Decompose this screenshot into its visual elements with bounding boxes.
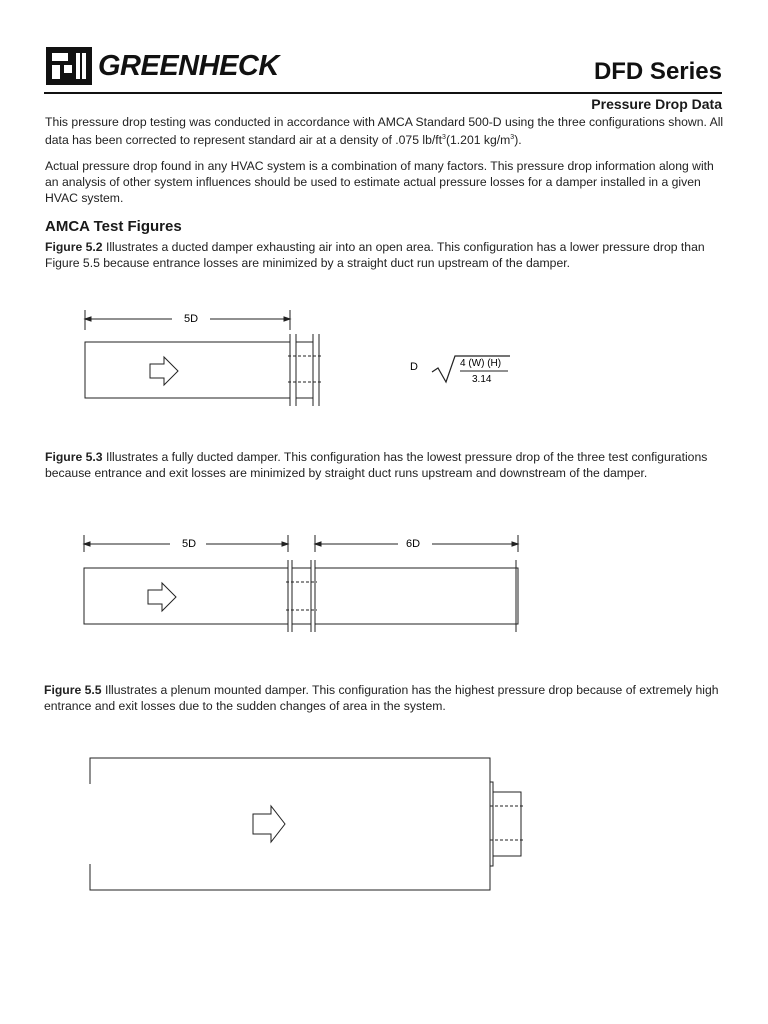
intro-paragraph-1: This pressure drop testing was conducted in accordance with AMCA Standard 500-D using the three configurations shown. All data has been corrected to represent standard air at a density of .075 $lb/ft^3(1.201$ $kg/m^3$).: [45, 115, 724, 147]
dimension-6d: 6D: [406, 538, 421, 550]
figure-5-3-diagram: [80, 530, 530, 640]
dimension-5d: 5D: [184, 313, 199, 325]
series-title: DFD Series: [593, 58, 722, 85]
intro-paragraph-2: Actual pressure drop found in any HVAC system is a combination of many factors. This pressure drop information along with an analysis of other system influences should be used to estimate actual pressure losses for a damper installed in a given HVAC system.: [45, 159, 714, 205]
brand-name: GREENHECK: [98, 50, 279, 82]
section-title: Pressure Drop Data: [591, 96, 722, 112]
amca-heading: AMCA Test Figures: [45, 218, 182, 235]
figure-5-2-caption: Figure 5.2 Illustrates a ducted damper exhausting air into an open area. This configuration has a lower pressure drop than Figure 5.5 because entrance losses are minimized by a straight duct run upstream of the damper.: [45, 240, 705, 270]
figure-5-5-caption: Figure 5.5 Illustrates a plenum mounted damper. This configuration has the highest pressure drop because of extremely high entrance and exit losses due to the sudden changes of area in the system.: [44, 683, 719, 713]
figure-5-2-diagram: [80, 300, 520, 420]
formula-denominator: 3.14: [472, 374, 492, 385]
formula-d: D: [410, 361, 418, 373]
figure-5-3-caption: Figure 5.3 Illustrates a fully ducted damper. This configuration has the lowest pressure drop of the three test configurations because entrance and exit losses are minimized by straight duct runs upstream and downstream of the damper.: [45, 450, 708, 480]
dimension-5d: 5D: [182, 538, 197, 550]
logo-mark-icon: [46, 47, 92, 85]
header-rule: [44, 92, 722, 94]
formula-numerator: 4 (W) (H): [460, 358, 502, 369]
figure-5-5-diagram: [85, 752, 535, 897]
